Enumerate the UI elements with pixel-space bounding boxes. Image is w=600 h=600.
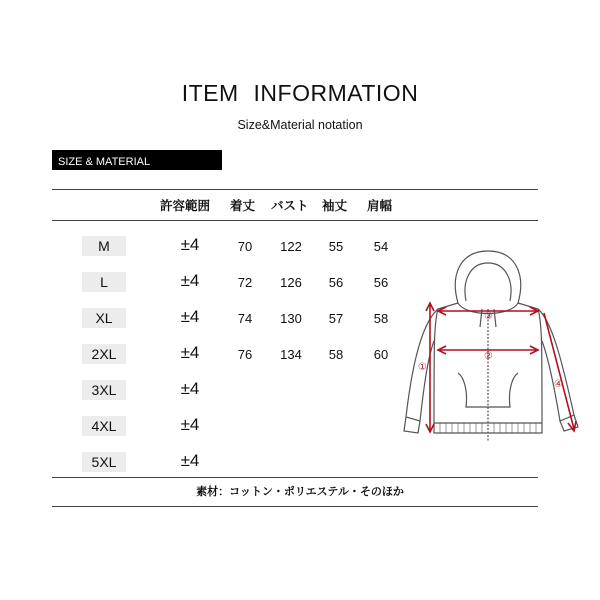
size-label: 3XL bbox=[82, 380, 126, 400]
page-title: ITEM INFORMATION bbox=[181, 80, 419, 106]
size-label: L bbox=[82, 272, 126, 292]
size-label: 5XL bbox=[82, 452, 126, 472]
length-value: 74 bbox=[237, 311, 253, 326]
header-sleeve: 袖丈 bbox=[322, 198, 348, 213]
header-tolerance: 許容範囲 bbox=[160, 198, 211, 213]
marker-bust: ② bbox=[484, 351, 493, 362]
sleeve-value: 58 bbox=[328, 347, 344, 362]
sleeve-value: 56 bbox=[328, 275, 344, 290]
tolerance-value: ±4 bbox=[180, 451, 200, 470]
size-label: M bbox=[82, 236, 126, 256]
header-divider bbox=[52, 220, 538, 221]
page-subtitle: Size&Material notation bbox=[237, 118, 363, 132]
size-label: 2XL bbox=[82, 344, 126, 364]
marker-shoulder: ③ bbox=[484, 311, 493, 322]
length-value: 76 bbox=[237, 347, 253, 362]
tolerance-value: ±4 bbox=[180, 415, 200, 434]
bust-value: 126 bbox=[280, 275, 302, 290]
hoodie-diagram bbox=[400, 245, 580, 455]
tolerance-value: ±4 bbox=[180, 307, 200, 326]
length-value: 72 bbox=[237, 275, 253, 290]
material-note: 素材：コットン・ポリエステル・そのほか bbox=[196, 485, 404, 498]
marker-length: ① bbox=[418, 362, 427, 373]
material-divider bbox=[52, 506, 538, 507]
section-header-bar bbox=[52, 150, 222, 170]
bust-value: 134 bbox=[280, 347, 302, 362]
size-label: 4XL bbox=[82, 416, 126, 436]
tolerance-value: ±4 bbox=[180, 271, 200, 290]
tolerance-value: ±4 bbox=[180, 235, 200, 254]
measurement-arrows bbox=[426, 303, 576, 432]
sleeve-value: 57 bbox=[328, 311, 344, 326]
section-label: SIZE & MATERIAL bbox=[58, 156, 151, 168]
header-bust: バスト bbox=[271, 198, 309, 213]
marker-sleeve: ④ bbox=[554, 379, 563, 390]
bust-value: 122 bbox=[280, 239, 302, 254]
shoulder-value: 58 bbox=[373, 311, 389, 326]
table-top-divider bbox=[52, 189, 538, 190]
size-label: XL bbox=[82, 308, 126, 328]
table-bottom-divider bbox=[52, 477, 538, 478]
header-shoulder: 肩幅 bbox=[367, 198, 393, 213]
shoulder-value: 56 bbox=[373, 275, 389, 290]
header-length: 着丈 bbox=[230, 198, 256, 213]
bust-value: 130 bbox=[280, 311, 302, 326]
length-value: 70 bbox=[237, 239, 253, 254]
sleeve-value: 55 bbox=[328, 239, 344, 254]
shoulder-value: 54 bbox=[373, 239, 389, 254]
shoulder-value: 60 bbox=[373, 347, 389, 362]
tolerance-value: ±4 bbox=[180, 379, 200, 398]
tolerance-value: ±4 bbox=[180, 343, 200, 362]
